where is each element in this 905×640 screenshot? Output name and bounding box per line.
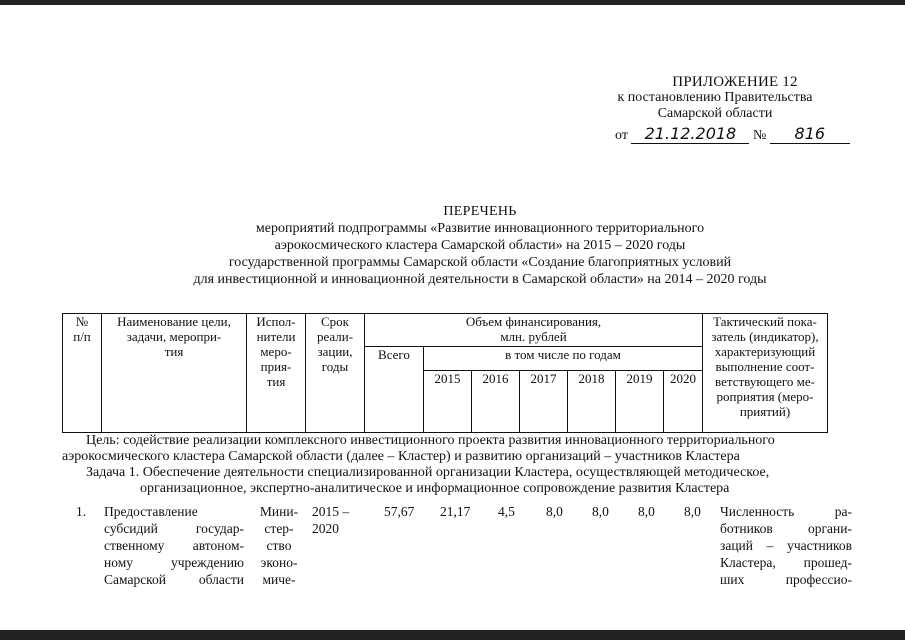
row-year-value: 4,5 <box>498 504 515 519</box>
row-indicator: Численность ра- ботников органи- заций – участников Кластера, прошед- ших профессио- <box>720 504 852 587</box>
year-header: 2019 <box>616 371 664 433</box>
year-header: 2016 <box>472 371 520 433</box>
title-line: мероприятий подпрограммы «Развитие инновационного территориального <box>255 221 705 236</box>
title-line: для инвестиционной и инновационной деятельности в Самарской области» на 2014 – 2020 годы <box>193 272 767 287</box>
decree-date-line <box>615 124 850 144</box>
task-line: организационное, экспертно-аналитическое и информационное сопровождение развития Кластера <box>140 481 730 496</box>
row-name: Предоставление субсидий государ- ственному автоном- ному учреждению Самарской области <box>104 504 244 587</box>
handwritten-number: 816 <box>770 124 850 144</box>
handwritten-date: 21.12.2018 <box>631 124 749 144</box>
measures-table-header <box>62 313 828 433</box>
row-year-value: 21,17 <box>440 504 471 519</box>
row-year-value: 8,0 <box>546 504 563 519</box>
col-term-header: Срок реали- зации, годы <box>306 314 365 433</box>
appendix-title: ПРИЛОЖЕНИЕ 12 <box>672 74 798 90</box>
year-header: 2017 <box>520 371 568 433</box>
col-name-header: Наименование цели, задачи, меропри- тия <box>102 314 247 433</box>
year-header: 2018 <box>568 371 616 433</box>
title-line: аэрокосмического кластера Самарской области» на 2015 – 2020 годы <box>274 238 686 253</box>
col-indicator-header: Тактический пока- затель (индикатор), характеризующий выполнение соот- ветствующего ме- роприятия (меро- приятий) <box>703 314 828 433</box>
row-number: 1. <box>76 504 87 519</box>
row-term: 2015 – 2020 <box>312 504 350 536</box>
year-header: 2015 <box>424 371 472 433</box>
col-total-header: Всего <box>365 347 424 433</box>
col-by-years-header: в том числе по годам <box>424 347 703 371</box>
row-year-value: 8,0 <box>638 504 655 519</box>
bottom-border <box>0 630 905 640</box>
appendix-line: к постановлению Правительства <box>617 90 813 105</box>
from-label: от <box>615 128 628 143</box>
row-total: 57,67 <box>384 504 415 519</box>
task-line: Задача 1. Обеспечение деятельности специализированной организации Кластера, осуществляющей методическое, <box>86 465 770 480</box>
appendix-block <box>585 74 845 122</box>
col-finance-header: Объем финансирования, млн. рублей <box>365 314 703 347</box>
title-line: государственной программы Самарской области «Создание благоприятных условий <box>228 255 732 270</box>
row-year-value: 8,0 <box>592 504 609 519</box>
goal-block <box>62 433 852 497</box>
row-executor: Мини- стер- ство эконо- миче- <box>259 504 299 587</box>
row-year-value: 8,0 <box>684 504 701 519</box>
number-label: № <box>752 128 767 143</box>
col-num-header: № п/п <box>63 314 102 433</box>
appendix-line: Самарской области <box>657 106 773 121</box>
goal-line: аэрокосмического кластера Самарской области (далее – Кластер) и развитию организаций – участников Кластера <box>62 449 740 464</box>
year-header: 2020 <box>664 371 703 433</box>
col-executors-header: Испол- нители меро- прия- тия <box>247 314 306 433</box>
document-title <box>100 203 860 288</box>
title-heading: ПЕРЕЧЕНЬ <box>443 204 517 219</box>
top-border <box>0 0 905 5</box>
goal-line: Цель: содействие реализации комплексного инвестиционного проекта развития инновационного территориального <box>86 433 775 448</box>
